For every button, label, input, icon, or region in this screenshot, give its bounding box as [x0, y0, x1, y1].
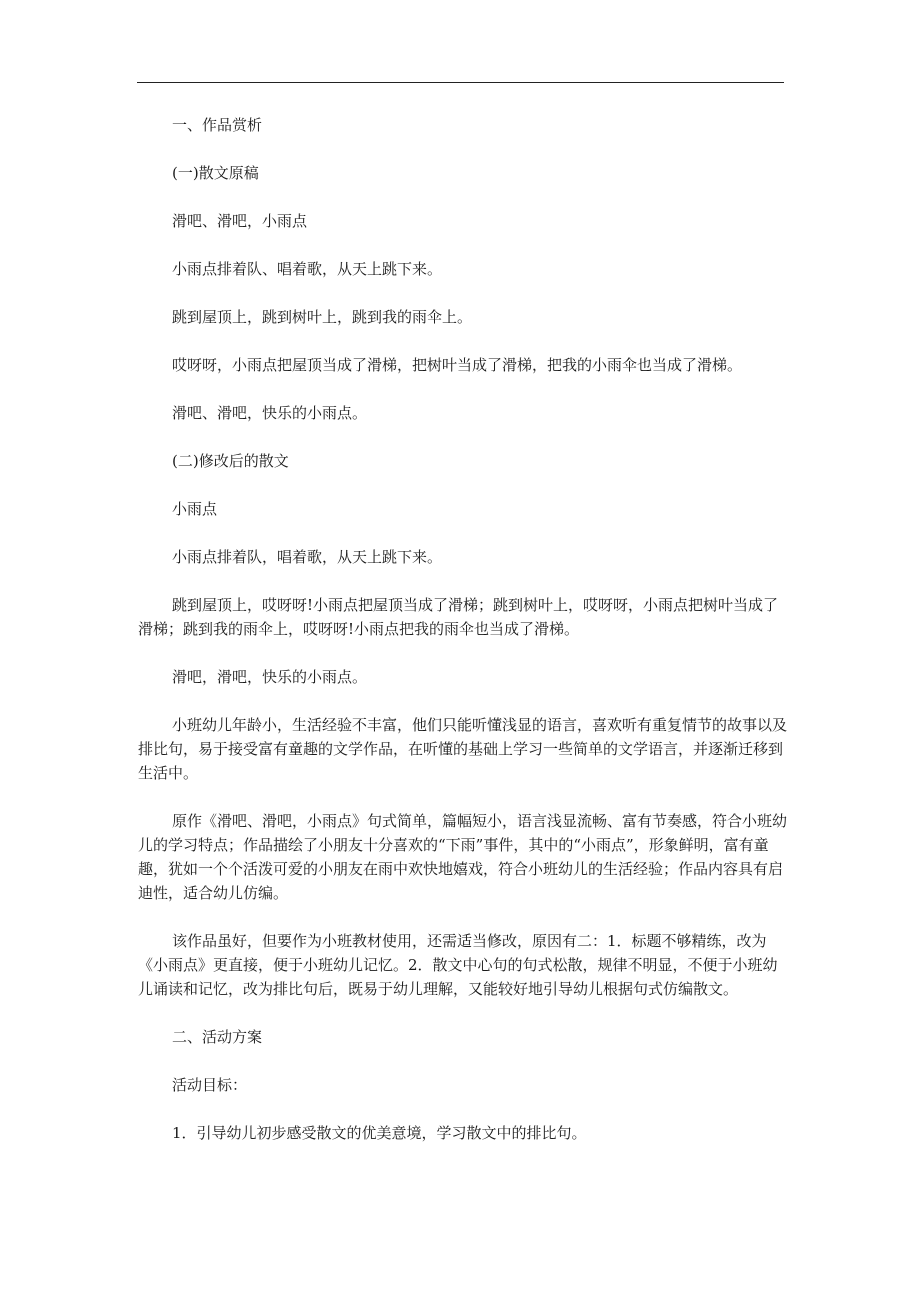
subsection-heading-original: (一)散文原稿 [172, 164, 259, 182]
activity-goals-label: 活动目标： [172, 1076, 248, 1094]
original-line-3: 哎呀呀，小雨点把屋顶当成了滑梯，把树叶当成了滑梯，把我的小雨伞也当成了滑梯。 [172, 356, 743, 374]
revised-title: 小雨点 [172, 500, 218, 518]
revised-line-3: 滑吧，滑吧，快乐的小雨点。 [172, 668, 368, 686]
original-line-4: 滑吧、滑吧，快乐的小雨点。 [172, 404, 368, 422]
original-line-1: 小雨点排着队、唱着歌，从天上跳下来。 [172, 260, 443, 278]
revised-line-1: 小雨点排着队，唱着歌，从天上跳下来。 [172, 548, 443, 566]
revised-line-2: 跳到屋顶上，哎呀呀!小雨点把屋顶当成了滑梯；跳到树叶上，哎呀呀，小雨点把树叶当成了滑梯；跳到我的雨伞上，哎呀呀!小雨点把我的雨伞也当成了滑梯。 [138, 596, 779, 638]
document-body [138, 113, 788, 1169]
original-line-2: 跳到屋顶上，跳到树叶上，跳到我的雨伞上。 [172, 308, 473, 326]
header-rule [137, 82, 784, 83]
subsection-heading-revised: (二)修改后的散文 [172, 452, 289, 470]
original-title: 滑吧、滑吧，小雨点 [172, 212, 308, 230]
analysis-paragraph-3: 该作品虽好，但要作为小班教材使用，还需适当修改，原因有二：1．标题不够精练，改为《小雨点》更直接，便于小班幼儿记忆。2．散文中心句的句式松散，规律不明显，不便于小班幼儿诵读和记忆，改为排比句后，既易于幼儿理解，又能较好地引导幼儿根据句式仿编散文。 [138, 932, 778, 998]
analysis-paragraph-2: 原作《滑吧、滑吧，小雨点》句式简单，篇幅短小，语言浅显流畅、富有节奏感，符合小班幼儿的学习特点；作品描绘了小朋友十分喜欢的“下雨”事件，其中的“小雨点”，形象鲜明，富有童趣，犹如一个个活泼可爱的小朋友在雨中欢快地嬉戏，符合小班幼儿的生活经验；作品内容具有启迪性，适合幼儿仿编。 [138, 812, 788, 902]
section-heading-activity-plan: 二、活动方案 [172, 1028, 263, 1046]
section-heading-appreciation: 一、作品赏析 [172, 116, 263, 134]
analysis-paragraph-1: 小班幼儿年龄小，生活经验不丰富，他们只能听懂浅显的语言，喜欢听有重复情节的故事以及排比句，易于接受富有童趣的文学作品，在听懂的基础上学习一些简单的文学语言，并逐渐迁移到生活中。 [138, 716, 788, 782]
activity-goal-1: 1．引导幼儿初步感受散文的优美意境，学习散文中的排比句。 [172, 1124, 587, 1142]
